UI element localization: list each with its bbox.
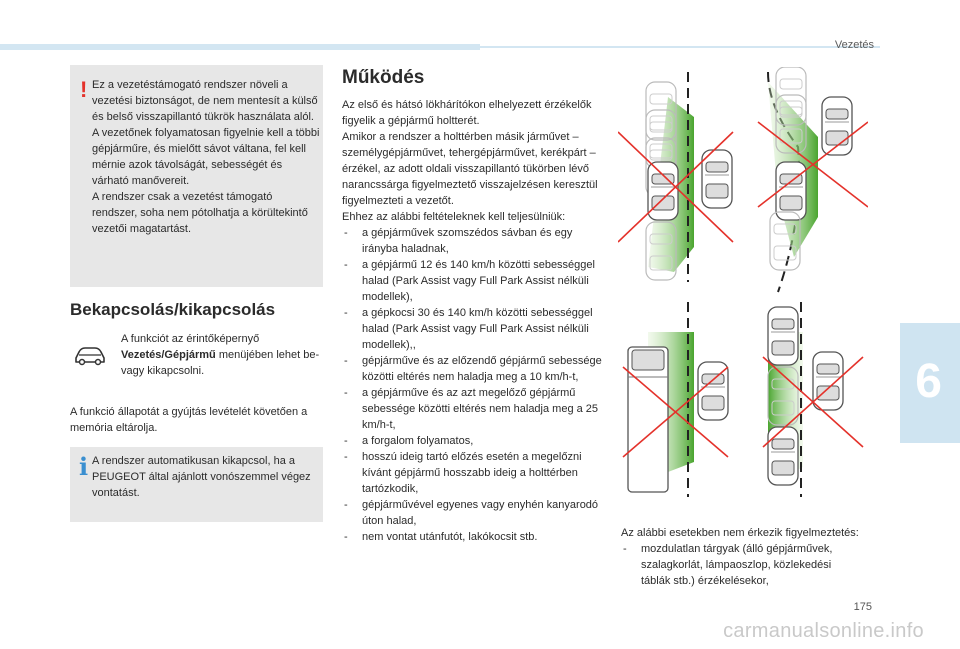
list-item: - nem vontat utánfutót, lakókocsit stb.	[342, 529, 604, 545]
warning-box	[70, 65, 323, 287]
list-item: - gépjárműve és az előzendő gépjármű sebessége közötti eltérés nem haladja meg a 10 km/h-t,	[342, 353, 604, 385]
no-alert-list	[621, 541, 861, 589]
list-item: - a gépjárművek szomszédos sávban és egy irányba haladnak,	[342, 225, 604, 257]
onoff-text-end: menüjében lehet be- vagy kikapcsolni.	[121, 349, 320, 377]
onoff-memory-note: A funkció állapotát a gyújtás levételét követően a memória eltárolja.	[70, 406, 308, 434]
blind-spot-illustration	[618, 67, 868, 507]
list-item: - a gépkocsi 30 és 140 km/h közötti sebességgel halad (Park Assist vagy Full Park Assist nélküli modellek),,	[342, 305, 604, 353]
watermark: carmanualsonline.info	[723, 620, 924, 642]
onoff-instruction	[121, 331, 321, 379]
scene-curved-road	[758, 67, 868, 292]
warning-paragraph: A rendszer csak a vezetést támogató rendszer, soha nem pótolhatja a körültekintő vezetői magatartást.	[92, 191, 308, 235]
header-accent-bar	[0, 44, 480, 50]
car-icon	[73, 343, 107, 367]
header-rule	[480, 46, 880, 48]
info-text: A rendszer automatikusan kikapcsol, ha a PEUGEOT által ajánlott vonószemmel végez vontatást.	[92, 455, 311, 499]
conditions-list	[342, 225, 604, 545]
works-paragraph: Ehhez az alábbi feltételeknek kell teljesülniük:	[342, 211, 566, 223]
scene-overtaking	[763, 302, 863, 497]
works-paragraph: Amikor a rendszer a holttérben másik járművet – személygépjárművet, tehergépjárművet, kerékpárt – érzékel, az adott oldali visszapillantó tükörben lévő narancssárga figyelmeztető visszajelzésen keresztül figyelmezteti a vezetőt.	[342, 131, 598, 207]
scene-truck	[623, 302, 728, 497]
chapter-number: 6	[915, 355, 942, 408]
list-item: - a forgalom folyamatos,	[342, 433, 604, 449]
info-icon: i	[79, 452, 89, 481]
works-body	[342, 97, 604, 545]
list-item: - gépjárművével egyenes vagy enyhén kanyarodó úton halad,	[342, 497, 604, 529]
scene-straight-road	[618, 72, 733, 282]
info-box	[70, 447, 323, 522]
list-item: - a gépjárműve és az azt megelőző gépjármű sebessége közötti eltérés nem haladja meg a 25 km/h-t,	[342, 385, 604, 433]
section-title: Vezetés	[834, 39, 874, 51]
list-item: - hosszú ideig tartó előzés esetén a megelőzni kívánt gépjármű hosszabb ideig a holttérben tartózkodik,	[342, 449, 604, 497]
page-number: 175	[853, 601, 872, 613]
no-alert-section	[621, 525, 861, 589]
list-item: - a gépjármű 12 és 140 km/h közötti sebességgel halad (Park Assist vagy Full Park Assist nélküli modellek),	[342, 257, 604, 305]
onoff-heading: Bekapcsolás/kikapcsolás	[70, 300, 276, 319]
no-alert-intro: Az alábbi esetekben nem érkezik figyelmeztetés:	[621, 527, 859, 539]
works-heading: Működés	[342, 67, 425, 88]
onoff-text-start: A funkciót az érintőképernyő	[121, 333, 260, 345]
list-item: - mozdulatlan tárgyak (álló gépjárművek, szalagkorlát, lámpaoszlop, közlekedési táblák stb.) érzékelésekor,	[621, 541, 861, 589]
menu-name: Vezetés/Gépjármű	[121, 349, 216, 361]
works-paragraph: Az első és hátsó lökhárítókon elhelyezett érzékelők figyelik a gépjármű holtterét.	[342, 99, 592, 127]
warning-text	[92, 77, 320, 237]
warning-paragraph: Ez a vezetéstámogató rendszer növeli a vezetési biztonságot, de nem mentesít a külső és belső visszapillantó tükrök használata alól. A vezetőnek folyamatosan figyelnie kell a többi gépjárműre, és mielőtt sávot váltana, fel kell mérnie azok távolságát, sebességét és várható manővereit.	[92, 79, 320, 187]
warning-icon: !	[80, 77, 88, 102]
